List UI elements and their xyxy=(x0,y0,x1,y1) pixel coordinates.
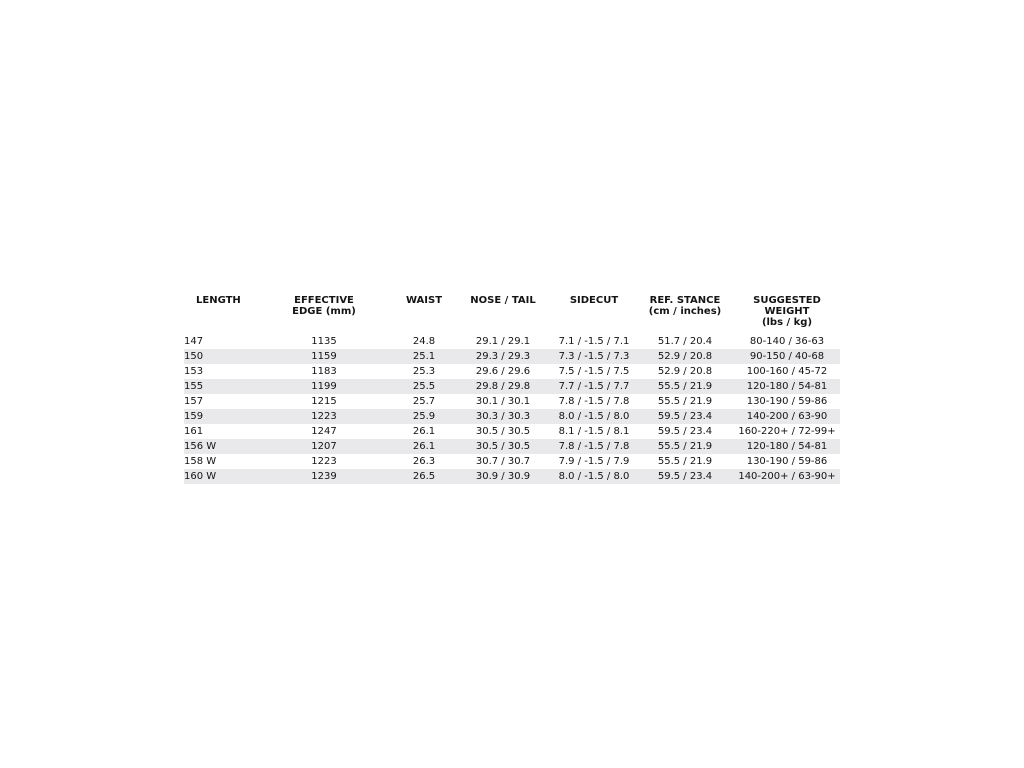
table-cell-nose-tail: 30.5 / 30.5 xyxy=(454,439,552,454)
table-cell-length: 155 xyxy=(184,379,254,394)
table-cell-nose-tail: 29.1 / 29.1 xyxy=(475,336,531,347)
table-cell-effective-edge: 1183 xyxy=(311,366,337,377)
table-cell-waist: 24.8 xyxy=(412,336,436,347)
table-row xyxy=(184,409,840,424)
column-header-length-line1: LENGTH xyxy=(196,295,241,306)
column-header-ref-stance-line1: REF. STANCE xyxy=(649,295,721,306)
table-cell-sidecut: 7.5 / -1.5 / 7.5 xyxy=(558,366,630,377)
table-cell-nose-tail: 30.3 / 30.3 xyxy=(454,409,552,424)
table-cell-nose-tail: 30.7 / 30.7 xyxy=(475,456,531,467)
table-row xyxy=(184,424,840,439)
table-cell-ref-stance: 55.5 / 21.9 xyxy=(636,379,734,394)
table-row xyxy=(184,334,840,349)
column-header-waist-line1: WAIST xyxy=(405,295,443,306)
spec-table-body xyxy=(184,334,840,484)
table-row xyxy=(184,379,840,394)
column-header-nose-tail-line1: NOSE / TAIL xyxy=(470,295,536,306)
table-cell-sidecut: 8.0 / -1.5 / 8.0 xyxy=(552,469,636,484)
table-cell-waist: 25.1 xyxy=(394,349,454,364)
table-cell-ref-stance: 51.7 / 20.4 xyxy=(657,336,713,347)
table-cell-waist: 26.1 xyxy=(394,439,454,454)
table-row xyxy=(184,454,840,469)
table-cell-length: 160 W xyxy=(184,469,254,484)
table-cell-suggested-weight: 90-150 / 40-68 xyxy=(734,349,840,364)
table-cell-ref-stance: 55.5 / 21.9 xyxy=(657,396,713,407)
column-header-sidecut-line1: SIDECUT xyxy=(569,295,619,306)
table-cell-sidecut: 7.7 / -1.5 / 7.7 xyxy=(552,379,636,394)
table-cell-sidecut: 7.8 / -1.5 / 7.8 xyxy=(558,396,630,407)
table-cell-sidecut: 8.0 / -1.5 / 8.0 xyxy=(552,409,636,424)
table-cell-waist: 25.9 xyxy=(394,409,454,424)
table-cell-sidecut: 8.1 / -1.5 / 8.1 xyxy=(558,426,630,437)
table-cell-length: 158 W xyxy=(184,456,217,467)
column-header-length xyxy=(184,295,254,334)
table-cell-suggested-weight: 130-190 / 59-86 xyxy=(746,396,828,407)
table-cell-nose-tail: 30.1 / 30.1 xyxy=(475,396,531,407)
table-cell-length: 156 W xyxy=(184,439,254,454)
table-cell-ref-stance: 55.5 / 21.9 xyxy=(657,456,713,467)
table-cell-effective-edge: 1239 xyxy=(254,469,394,484)
table-cell-suggested-weight: 120-180 / 54-81 xyxy=(734,379,840,394)
column-header-nose-tail xyxy=(454,295,552,334)
table-cell-sidecut: 7.8 / -1.5 / 7.8 xyxy=(552,439,636,454)
table-row xyxy=(184,364,840,379)
table-cell-sidecut: 7.3 / -1.5 / 7.3 xyxy=(552,349,636,364)
table-cell-ref-stance: 59.5 / 23.4 xyxy=(636,469,734,484)
table-cell-ref-stance: 59.5 / 23.4 xyxy=(657,426,713,437)
table-cell-waist: 25.5 xyxy=(394,379,454,394)
table-cell-ref-stance: 55.5 / 21.9 xyxy=(636,439,734,454)
table-cell-ref-stance: 52.9 / 20.8 xyxy=(657,366,713,377)
column-header-ref-stance-line2: (cm / inches) xyxy=(648,306,722,317)
table-cell-effective-edge: 1207 xyxy=(254,439,394,454)
column-header-effective-edge-line1: EFFECTIVE xyxy=(294,295,354,306)
table-cell-effective-edge: 1215 xyxy=(311,396,337,407)
table-cell-length: 147 xyxy=(184,336,204,347)
table-cell-suggested-weight: 140-200 / 63-90 xyxy=(734,409,840,424)
table-cell-suggested-weight: 100-160 / 45-72 xyxy=(746,366,828,377)
table-cell-suggested-weight: 120-180 / 54-81 xyxy=(734,439,840,454)
column-header-suggested-weight-line1: SUGGESTED WEIGHT xyxy=(753,295,821,317)
column-header-suggested-weight xyxy=(734,295,840,334)
table-cell-waist: 26.1 xyxy=(412,426,436,437)
table-cell-effective-edge: 1223 xyxy=(311,456,337,467)
table-cell-suggested-weight: 80-140 / 36-63 xyxy=(749,336,825,347)
table-cell-effective-edge: 1199 xyxy=(254,379,394,394)
table-cell-effective-edge: 1135 xyxy=(311,336,337,347)
table-cell-nose-tail: 30.5 / 30.5 xyxy=(475,426,531,437)
table-cell-length: 150 xyxy=(184,349,254,364)
header-row xyxy=(184,295,840,334)
table-row xyxy=(184,394,840,409)
table-row xyxy=(184,439,840,454)
table-cell-suggested-weight: 140-200+ / 63-90+ xyxy=(734,469,840,484)
column-header-sidecut xyxy=(552,295,636,334)
table-cell-length: 153 xyxy=(184,366,204,377)
table-cell-waist: 26.3 xyxy=(412,456,436,467)
table-cell-length: 161 xyxy=(184,426,204,437)
table-cell-nose-tail: 29.3 / 29.3 xyxy=(454,349,552,364)
table-cell-waist: 25.3 xyxy=(412,366,436,377)
table-cell-nose-tail: 29.8 / 29.8 xyxy=(454,379,552,394)
column-header-waist xyxy=(394,295,454,334)
table-cell-sidecut: 7.9 / -1.5 / 7.9 xyxy=(558,456,630,467)
spec-table xyxy=(184,295,840,484)
table-cell-effective-edge: 1223 xyxy=(254,409,394,424)
table-row xyxy=(184,349,840,364)
table-cell-length: 157 xyxy=(184,396,204,407)
table-cell-waist: 26.5 xyxy=(394,469,454,484)
table-row xyxy=(184,469,840,484)
table-cell-effective-edge: 1159 xyxy=(254,349,394,364)
column-header-effective-edge xyxy=(254,295,394,334)
table-cell-nose-tail: 30.9 / 30.9 xyxy=(454,469,552,484)
spec-table-header xyxy=(184,295,840,334)
table-cell-ref-stance: 52.9 / 20.8 xyxy=(636,349,734,364)
table-cell-ref-stance: 59.5 / 23.4 xyxy=(636,409,734,424)
table-cell-nose-tail: 29.6 / 29.6 xyxy=(475,366,531,377)
table-cell-length: 159 xyxy=(184,409,254,424)
table-cell-waist: 25.7 xyxy=(412,396,436,407)
table-cell-suggested-weight: 130-190 / 59-86 xyxy=(746,456,828,467)
column-header-suggested-weight-line2: (lbs / kg) xyxy=(761,317,813,328)
table-cell-suggested-weight: 160-220+ / 72-99+ xyxy=(738,426,836,437)
column-header-ref-stance xyxy=(636,295,734,334)
table-cell-effective-edge: 1247 xyxy=(311,426,337,437)
column-header-effective-edge-line2: EDGE (mm) xyxy=(292,306,356,317)
table-cell-sidecut: 7.1 / -1.5 / 7.1 xyxy=(558,336,630,347)
